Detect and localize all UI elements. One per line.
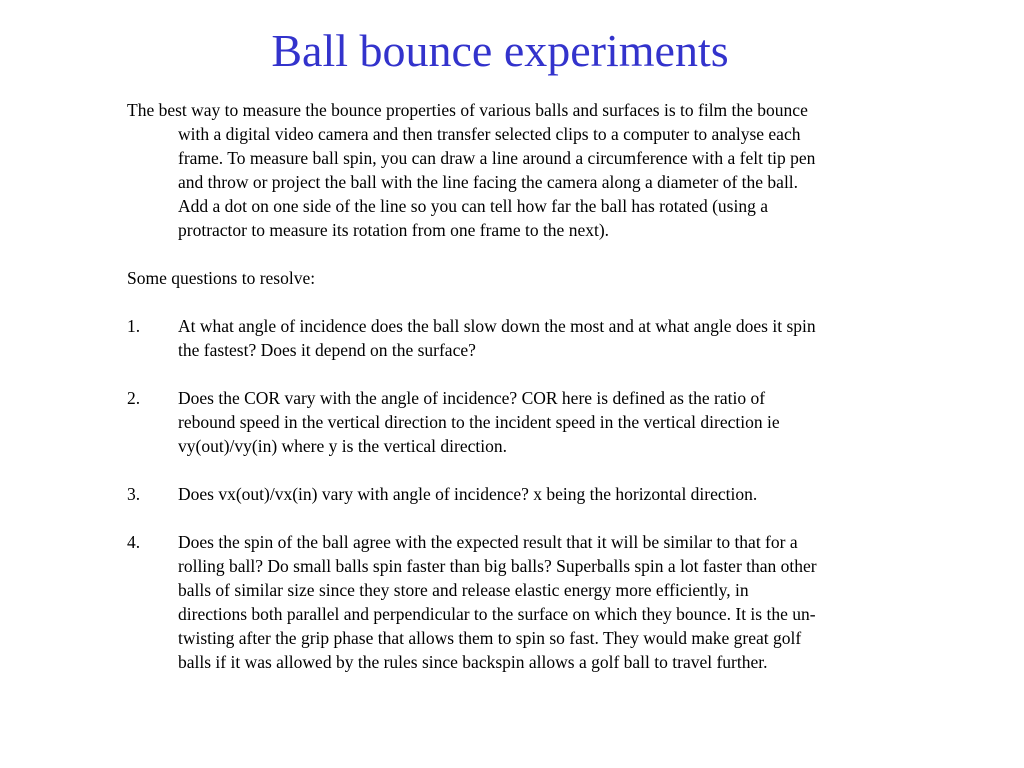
question-item-1: [127, 314, 817, 362]
question-number: 3.: [127, 484, 141, 504]
spacer: [127, 290, 817, 314]
spacer: [127, 506, 817, 530]
question-text: Does the spin of the ball agree with the expected result that it will be similar to that for a rolling ball? Do small balls spin faster than big balls? Superballs spin a lot faster than other balls of similar size since they store and release elastic energy more efficiently, in directions both parallel and perpendicular to the surface on which they bounce. It is the un-twisting after the grip phase that allows them to spin so fast. They would make great golf balls if it was allowed by the rules since backspin allows a golf ball to travel further.: [178, 532, 817, 672]
question-number: 2.: [127, 388, 141, 408]
question-number: 1.: [127, 316, 141, 336]
spacer: [127, 458, 817, 482]
question-item-3: [127, 482, 817, 506]
spacer: [127, 242, 817, 266]
question-text: Does vx(out)/vx(in) vary with angle of incidence? x being the horizontal direction.: [178, 484, 758, 504]
slide-title: Ball bounce experiments: [271, 25, 729, 76]
questions-heading: Some questions to resolve:: [127, 268, 316, 288]
question-text: At what angle of incidence does the ball slow down the most and at what angle does it spin the fastest? Does it depend on the surface?: [178, 316, 816, 360]
intro-paragraph: The best way to measure the bounce properties of various balls and surfaces is to film the bounce with a digital video camera and then transfer selected clips to a computer to analyse each frame. To measure ball spin, you can draw a line around a circumference with a felt tip pen and throw or project the ball with the line facing the camera along a diameter of the ball. Add a dot on one side of the line so you can tell how far the ball has rotated (using a protractor to measure its rotation from one frame to the next).: [127, 100, 816, 240]
question-item-2: [127, 386, 817, 458]
spacer: [127, 362, 817, 386]
slide-body: [127, 98, 817, 674]
question-item-4: [127, 530, 817, 674]
question-number: 4.: [127, 532, 141, 552]
question-text: Does the COR vary with the angle of incidence? COR here is defined as the ratio of rebound speed in the vertical direction to the incident speed in the vertical direction ie vy(out)/vy(in) where y is the vertical direction.: [178, 388, 780, 456]
